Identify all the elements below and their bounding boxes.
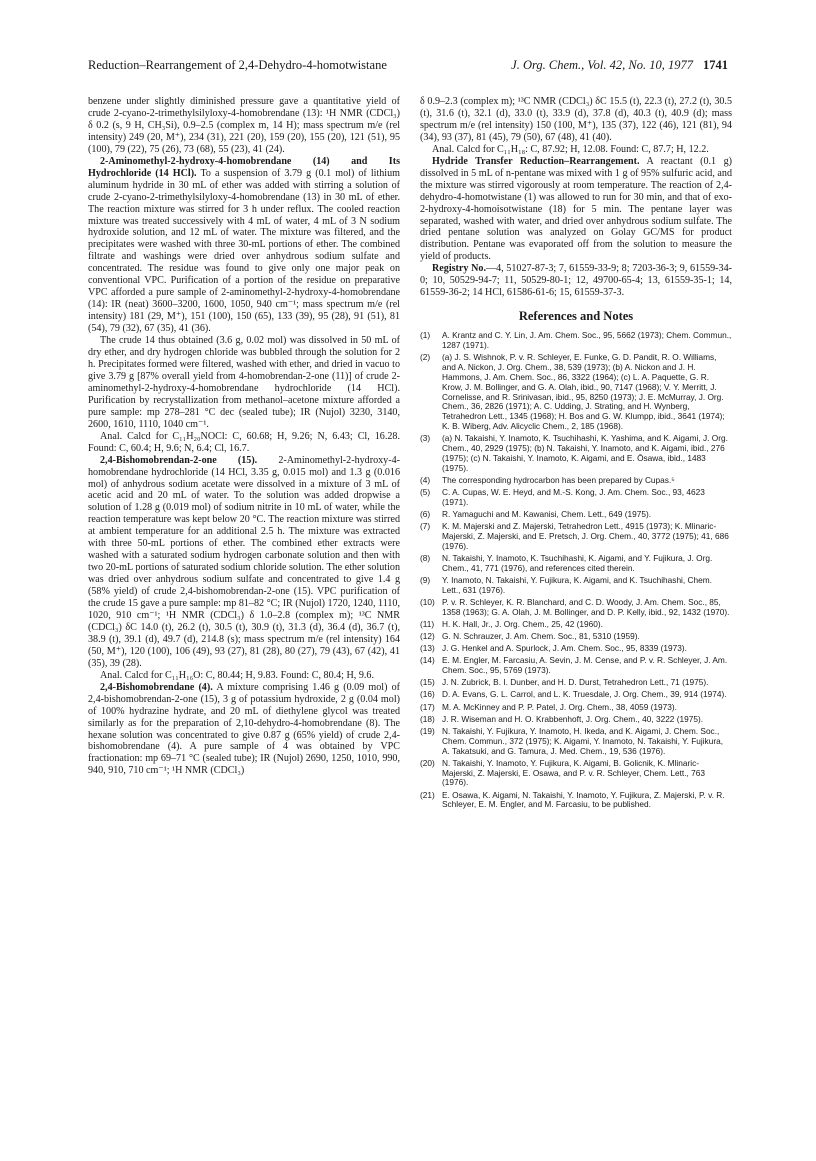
paragraph xyxy=(88,670,400,682)
reference-number: (15) xyxy=(420,677,435,688)
reference-item xyxy=(420,554,732,574)
section-heading: 2,4-Bishomobrendan-2-one (15). xyxy=(100,454,258,466)
reference-text: J. G. Henkel and A. Spurlock, J. Am. Chem. Soc., 95, 8339 (1973). xyxy=(442,643,687,654)
reference-item xyxy=(420,727,732,757)
reference-item xyxy=(420,632,732,642)
reference-number: (7) xyxy=(420,521,431,532)
paragraph-text: 2-Aminomethyl-2-hydroxy-4-homobrendane hydrochloride (14 HCl, 3.35 g, 0.015 mol) and 1.3 g (0.016 mol) of anhydrous sodium acetate were dissolved in a mixture of 3 mL of acetic acid and 20 mL of water. To the solution was added dropwise a solution of 1.28 g (0.019 mol) of sodium nitrite in 10 mL of water, while the reaction temperature was kept below 20 °C. The reaction mixture was stirred at ambient temperature for an additional 2.5 h. The mixture was extracted with three 50-mL portions of ether. The combined ether extracts were washed with a saturated sodium hydrogen carbonate solution and then with two 20-mL portions of saturated sodium chloride solution. The ether solution was dried over anhydrous sodium sulfate and concentrated to give 1.4 g (58% yield) of crude 2,4-bishomobrendan-2-one (15). VPC purification of the crude 15 gave a pure sample: mp 81–82 °C; IR (Nujol) 1720, 1240, 1110, 1020, 910 cm⁻¹; ¹H NMR (CDCl₃) δ 1.0–2.8 (complex m); ¹³C NMR (CDCl₃) δC 14.0 (t), 26.2 (t), 30.5 (t), 30.9 (t), 31.3 (d), 36.4 (d), 36.7 (t), 38.9 (t), 39.1 (d), 49.7 (d), 214.8 (s); mass spectrum m/e (rel intensity) 164 (50, M⁺), 120 (100), 106 (49), 93 (27), 81 (28), 80 (27), 79 (43), 67 (42), 41 (35), 39 (28). xyxy=(88,454,400,669)
paragraph-text: A reactant (0.1 g) dissolved in 5 mL of n-pentane was mixed with 1 g of 95% sulfuric acid, and the mixture was stirred vigorously at room temperature. The reaction of 2,4-dehydro-4-homotwistane (1) was allowed to run for 30 min, and that of exo-2-hydroxy-4-homoisotwistane (18) for 5 min. The pentane layer was separated, washed with water, and dried over anhydrous sodium sulfate. The dried pentane solution was analyzed on Golay GC/MS for product distribution. Pentane was evaporated off from the solution to measure the yield of products. xyxy=(420,155,732,263)
reference-item xyxy=(420,353,732,432)
registry-label: Registry No. xyxy=(432,263,486,275)
reference-item xyxy=(420,488,732,508)
reference-item xyxy=(420,434,732,473)
paragraph-text: To a suspension of 3.79 g (0.1 mol) of lithium aluminum hydride in 30 mL of ether was added with stirring a solution of crude 2-cyano-2-trimethylsilyloxy-4-homobrendane (13) in 30 mL of ether. The reaction mixture was stirred for 3 h under reflux. The cooled reaction mixture was treated successively with 4 mL of water, 4 mL of 3 N sodium hydroxide solution, and 12 mL of water. The mixture was filtered, and the precipitates were washed with three 30-mL portions of ether. The combined filtrate and washings were dried over anhydrous sodium sulfate and concentrated. The residue was found to give only one major peak on conventional VPC. Purification of a portion of the residue on preparative VPC afforded a pure sample of 2-aminomethyl-2-hydroxy-4-homobrendane (14): IR (neat) 3600–3200, 1600, 1050, 940 cm⁻¹; mass spectrum m/e (rel intensity) 181 (29, M⁺), 151 (100), 150 (65), 133 (39), 95 (28), 91 (51), 81 (54), 79 (32), 67 (35), 41 (36). xyxy=(88,167,401,335)
reference-number: (9) xyxy=(420,574,431,585)
paragraph-text: Anal. Calcd for C₁₁H₂₀NOCl: C, 60.68; H, 9.26; N, 6.43; Cl, 16.28. Found: C, 60.4; H, 9.6; N, 6.4; Cl, 16.7. xyxy=(88,430,400,454)
reference-number: (20) xyxy=(420,757,435,768)
reference-number: (11) xyxy=(420,618,435,629)
reference-item xyxy=(420,598,732,618)
reference-item xyxy=(420,690,732,700)
reference-number: (16) xyxy=(420,689,435,700)
reference-number: (14) xyxy=(420,655,435,666)
reference-text: C. A. Cupas, W. E. Heyd, and M.-S. Kong, J. Am. Chem. Soc., 93, 4623 (1971). xyxy=(442,487,705,507)
reference-text: Y. Inamoto, N. Takaishi, Y. Fujikura, K. Aigami, and K. Tsuchihashi, Chem. Lett., 631 (1976). xyxy=(442,574,712,595)
reference-text: D. A. Evans, G. L. Carrol, and L. K. Truesdale, J. Org. Chem., 39, 914 (1974). xyxy=(442,689,727,700)
reference-text: The corresponding hydrocarbon has been prepared by Cupas.⁵ xyxy=(442,474,675,485)
paragraph xyxy=(420,156,732,264)
reference-item xyxy=(420,644,732,654)
paragraph-text: Anal. Calcd for C₁₁H₁₈: C, 87.92; H, 12.08. Found: C, 87.7; H, 12.2. xyxy=(432,143,709,155)
section-heading: 2,4-Bishomobrendane (4). xyxy=(100,681,213,693)
paragraph-text: Anal. Calcd for C₁₁H₁₆O: C, 80.44; H, 9.83. Found: C, 80.4; H, 9.6. xyxy=(100,669,374,681)
reference-number: (4) xyxy=(420,474,431,485)
reference-text: E. M. Engler, M. Farcasiu, A. Sevin, J. M. Cense, and P. v. R. Schleyer, J. Am. Chem. Soc., 95, 5769 (1973). xyxy=(442,655,728,676)
reference-item xyxy=(420,703,732,713)
reference-number: (18) xyxy=(420,713,435,724)
reference-item xyxy=(420,791,732,811)
reference-text: H. K. Hall, Jr., J. Org. Chem., 25, 42 (1960). xyxy=(442,618,603,629)
reference-item xyxy=(420,476,732,486)
reference-item xyxy=(420,331,732,351)
section-heading: 2-Aminomethyl-2-hydroxy-4-homobrendane (14) and Its Hydrochloride (14 HCl). xyxy=(88,155,400,179)
paragraph xyxy=(88,96,400,156)
reference-number: (10) xyxy=(420,596,435,607)
reference-item xyxy=(420,656,732,676)
reference-number: (17) xyxy=(420,701,435,712)
reference-number: (19) xyxy=(420,725,435,736)
reference-number: (2) xyxy=(420,352,431,363)
reference-text: N. Takaishi, Y. Fujikura, Y. Inamoto, H. Ikeda, and K. Aigami, J. Chem. Soc., Chem. Commun., 372 (1975); K. Aigami, Y. Inamoto, N. Takaishi, Y. Fujikura, A. Takatsuki, and G. Tamura, J. Med. Chem., 19, 536 (1976). xyxy=(442,725,724,756)
journal-name: J. Org. Chem., Vol. 42, No. 10, 1977 xyxy=(511,58,693,72)
reference-text: (a) N. Takaishi, Y. Inamoto, K. Tsuchihashi, K. Yashima, and K. Aigami, J. Org. Chem., 40, 2929 (1975); (b) N. Takaishi, Y. Inamoto, and K. Aigami, ibid., 276 (1975); (c) N. Takaishi, Y. Inamoto, K. Aigami, and E. Ōsawa, ibid., 1483 (1975). xyxy=(442,433,728,473)
references-heading: References and Notes xyxy=(518,309,634,324)
registry-numbers xyxy=(420,263,732,299)
running-header xyxy=(88,58,728,76)
paragraph xyxy=(88,455,400,670)
paragraph xyxy=(88,682,400,778)
paragraph-text: δ 0.9–2.3 (complex m); ¹³C NMR (CDCl₃) δC 15.5 (t), 22.3 (t), 27.2 (t), 30.5 (t), 31.6 (t), 32.1 (d), 33.0 (t), 33.9 (d), 37.8 (d), 40.3 (t), 40.9 (d); mass spectrum m/e (rel intensity) 150 (100, M⁺), 135 (37), 122 (46), 121 (81), 94 (34), 93 (37), 81 (45), 79 (50), 67 (48), 41 (40). xyxy=(420,96,732,143)
reference-item xyxy=(420,678,732,688)
reference-text: N. Takaishi, Y. Inamoto, K. Tsuchihashi, K. Aigami, and Y. Fujikura, J. Org. Chem., 41, 771 (1976), and references cited therein. xyxy=(442,552,713,573)
reference-item xyxy=(420,715,732,725)
paragraph xyxy=(88,335,400,431)
reference-text: M. A. McKinney and P. P. Patel, J. Org. Chem., 38, 4059 (1973). xyxy=(442,701,677,712)
paragraph xyxy=(88,431,400,455)
reference-number: (1) xyxy=(420,330,431,341)
reference-text: J. R. Wiseman and H. O. Krabbenhoft, J. Org. Chem., 40, 3222 (1975). xyxy=(442,713,704,724)
right-column-paragraphs xyxy=(420,96,732,263)
registry-text: —4, 51027-87-3; 7, 61559-33-9; 8; 7203-36-3; 9, 61559-34-0; 10, 50529-94-7; 11, 50529-80-1; 12, 49700-65-4; 13, 61559-35-1; 14, 61559-36-2; 14 HCl, 61586-61-6; 15, 61559-37-3. xyxy=(420,263,732,299)
reference-number: (13) xyxy=(420,643,435,654)
reference-text: K. M. Majerski and Z. Majerski, Tetrahedron Lett., 4915 (1973); K. Mlinaric-Majerski, Z. Majerski, and E. Pretsch, J. Org. Chem., 40, 3772 (1975); 41, 686 (1976). xyxy=(442,521,729,551)
journal-citation xyxy=(511,58,728,73)
reference-item xyxy=(420,576,732,596)
reference-text: R. Yamaguchi and M. Kawanisi, Chem. Lett., 649 (1975). xyxy=(442,508,652,519)
reference-text: J. N. Zubrick, B. I. Dunber, and H. D. Durst, Tetrahedron Lett., 71 (1975). xyxy=(442,677,709,688)
reference-text: E. Osawa, K. Aigami, N. Takaishi, Y. Inamoto, Y. Fujikura, Z. Majerski, P. v. R. Schleyer, E. M. Engler, and M. Farcasiu, to be published. xyxy=(442,789,725,810)
reference-number: (6) xyxy=(420,508,431,519)
reference-item xyxy=(420,620,732,630)
reference-item xyxy=(420,522,732,552)
reference-text: G. N. Schrauzer, J. Am. Chem. Soc., 81, 5310 (1959). xyxy=(442,631,640,642)
reference-number: (21) xyxy=(420,789,435,800)
reference-number: (8) xyxy=(420,552,431,563)
left-column xyxy=(88,96,400,777)
reference-number: (12) xyxy=(420,631,435,642)
reference-text: N. Takaishi, Y. Inamoto, Y. Fujikura, K. Aigami, B. Golicnik, K. Mlinaric-Majerski, Z. Majerski, E. Osawa, and P. v. R. Schleyer, Chem. Lett., 763 (1976). xyxy=(442,757,705,788)
reference-number: (5) xyxy=(420,487,431,497)
reference-text: P. v. R. Schleyer, K. R. Blanchard, and C. D. Woody, J. Am. Chem. Soc., 85, 1358 (1963); G. A. Olah, J. M. Bollinger, and D. P. Kelly, ibid., 92, 1432 (1970). xyxy=(442,596,730,617)
running-title: Reduction–Rearrangement of 2,4-Dehydro-4-homotwistane xyxy=(88,58,387,72)
paragraph-text: A mixture comprising 1.46 g (0.09 mol) of 2,4-bishomobrendan-2-one (15), 3 g of potassium hydroxide, 2 g (0.04 mol) of 100% hydrazine hydrate, and 20 mL of diethylene glycol was treated similarly as for the preparation of 2,10-dehydro-4-homobrendane (8). The hexane solution was concentrated to give 0.87 g (65% yield) of crude 2,4-bishomobrendane (4). A pure sample of 4 was obtained by VPC fractionation: mp 69–71 °C (sealed tube); IR (Nujol) 2690, 1250, 1010, 990, 940, 910, 710 cm⁻¹; ¹H NMR (CDCl₃) xyxy=(88,681,400,777)
paragraph xyxy=(420,96,732,144)
paragraph-text: benzene under slightly diminished pressure gave a quantitative yield of crude 2-cyano-2-trimethylsilyloxy-4-homobrendane (13): ¹H NMR (CDCl₃) δ 0.2 (s, 9 H, CH₃Si), 0.9–2.5 (complex m, 14 H); mass spectrum m/e (rel intensity) 249 (20, M⁺), 234 (31), 221 (20), 159 (20), 155 (20), 121 (51), 95 (100), 79 (22), 75 (26), 73 (68), 55 (23), 41 (24). xyxy=(88,96,400,155)
references-list xyxy=(420,331,732,810)
page-number: 1741 xyxy=(703,58,728,72)
section-heading: Hydride Transfer Reduction–Rearrangement. xyxy=(432,155,640,167)
paragraph xyxy=(88,156,400,335)
reference-number: (3) xyxy=(420,433,431,444)
paragraph-text: The crude 14 thus obtained (3.6 g, 0.02 mol) was dissolved in 50 mL of dry ether, and dry hydrogen chloride was bubbled through the solution for 2 h. Precipitates formed were filtered, washed with ether, and dried in vacuo to give 3.79 g [87% overall yield from 4-homobrendan-2-one (11)] of crude 2-aminomethyl-2-hydroxy-4-homobrendane hydrochloride (14 HCl). Purification by recrystallization from methanol–acetone mixture afforded a pure sample: mp 278–281 °C dec (sealed tube); IR (Nujol) 3230, 3140, 2600, 1610, 1110, 1040 cm⁻¹. xyxy=(88,335,400,430)
paragraph xyxy=(420,144,732,156)
reference-item xyxy=(420,759,732,789)
reference-text: (a) J. S. Wishnok, P. v. R. Schleyer, E. Funke, G. D. Pandit, R. O. Williams, and A. Nickon, J. Org. Chem., 38, 539 (1973); (b) A. Nickon and J. H. Hammons, J. Am. Chem. Soc., 86, 3322 (1964); (c) L. A. Paquette, G. R. Krow, J. M. Bollinger, and G. A. Olah, ibid., 90, 7147 (1968); V. Y. Merritt, J. Cornelisse, and R. Srinivasan, ibid., 95, 8250 (1973); J. E. McMurray, J. Org. Chem., 36, 2826 (1971); A. C. Udding, J. Strating, and H. Wynberg, Tetrahedron Lett., 1345 (1968); H. Bos and G. W. Klumpp, ibid., 3641 (1974); K. B. Wiberg, Adv. Alicyclic Chem., 2, 185 (1968). xyxy=(442,352,725,432)
reference-item xyxy=(420,510,732,520)
right-column xyxy=(420,96,732,813)
reference-text: A. Krantz and C. Y. Lin, J. Am. Chem. Soc., 95, 5662 (1973); Chem. Commun., 1287 (1971). xyxy=(442,330,732,350)
